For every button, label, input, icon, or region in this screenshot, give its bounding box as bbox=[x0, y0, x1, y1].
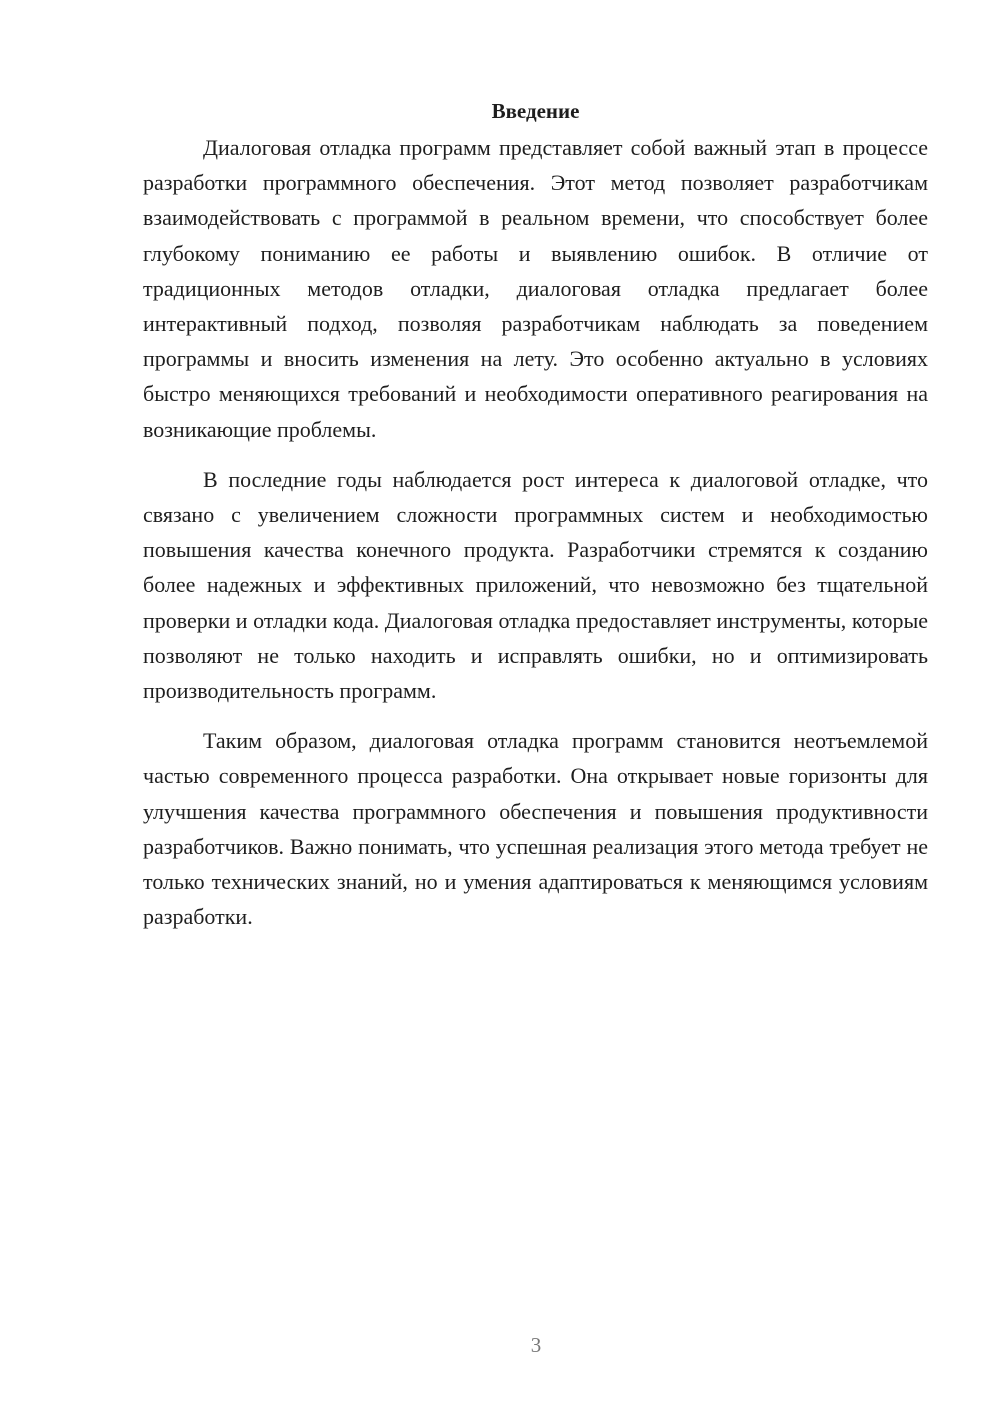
section-heading: Введение bbox=[491, 99, 580, 123]
page-content bbox=[143, 94, 928, 949]
paragraph-3: Таким образом, диалоговая отладка программ становится неотъемлемой частью современного процесса разработки. Она открывает новые горизонты для улучшения качества программного обеспечения и повышения продуктивности разработчиков. Важно понимать, что успешная реализация этого метода требует не только технических знаний, но и умения адаптироваться к меняющимся условиям разработки. bbox=[143, 728, 928, 930]
page-number: 3 bbox=[530, 1333, 542, 1357]
paragraph-2: В последние годы наблюдается рост интереса к диалоговой отладке, что связано с увеличением сложности программных систем и необходимостью повышения качества конечного продукта. Разработчики стремятся к созданию более надежных и эффективных приложений, что невозможно без тщательной проверки и отладки кода. Диалоговая отладка предоставляет инструменты, которые позволяют не только находить и исправлять ошибки, но и оптимизировать производительность программ. bbox=[143, 466, 928, 704]
paragraph-1: Диалоговая отладка программ представляет собой важный этап в процессе разработки программного обеспечения. Этот метод позволяет разработчикам взаимодействовать с программой в реальном времени, что способствует более глубокому пониманию ее работы и выявлению ошибок. В отличие от традиционных методов отладки, диалоговая отладка предлагает более интерактивный подход, позволяя разработчикам наблюдать за поведением программы и вносить изменения на лету. Это особенно актуально в условиях быстро меняющихся требований и необходимости оперативного реагирования на возникающие проблемы. bbox=[143, 135, 928, 442]
